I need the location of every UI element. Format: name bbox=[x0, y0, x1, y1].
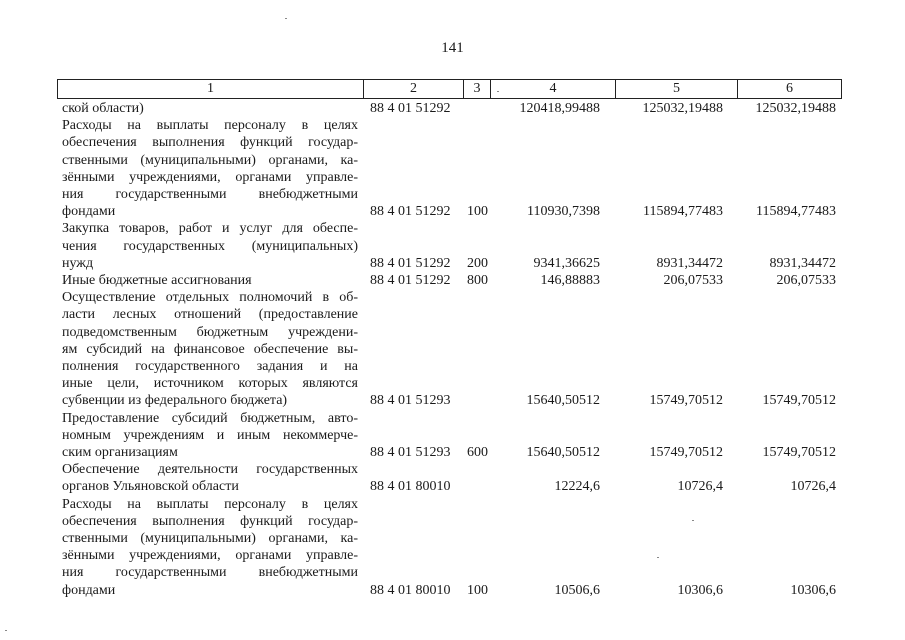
description-line: субвенции из федерального бюджета) bbox=[62, 393, 288, 409]
table-row bbox=[0, 461, 905, 495]
code-cell: 88 4 01 80010 bbox=[370, 582, 451, 598]
value-col-5: 15749,70512 bbox=[649, 393, 723, 409]
code-cell: 88 4 01 51293 bbox=[370, 444, 451, 460]
description-line: обеспечения выполнения функций государ- bbox=[62, 513, 358, 529]
code-cell: 88 4 01 51293 bbox=[370, 393, 451, 409]
description-line: номным учреждениям и иным некоммерче- bbox=[62, 427, 358, 443]
value-col-4: 10506,6 bbox=[554, 582, 600, 598]
row-description bbox=[62, 289, 358, 409]
header-col-4: 4 bbox=[491, 80, 616, 98]
description-line: зёнными учреждениями, органами управле- bbox=[62, 169, 358, 185]
row-description bbox=[62, 410, 358, 462]
table-row bbox=[0, 289, 905, 409]
row-description bbox=[62, 100, 358, 117]
value-col-6: 15749,70512 bbox=[762, 444, 836, 460]
value-col-6: 8931,34472 bbox=[769, 255, 836, 271]
code-cell: 88 4 01 51292 bbox=[370, 272, 451, 288]
description-line: ственными (муниципальными) органами, ка- bbox=[62, 530, 358, 546]
value-col-4: 9341,36625 bbox=[533, 255, 600, 271]
header-col-2: 2 bbox=[364, 80, 464, 98]
row-description bbox=[62, 496, 358, 599]
description-line: Иные бюджетные ассигнования bbox=[62, 272, 252, 288]
value-col-6: 115894,77483 bbox=[756, 204, 836, 220]
type-cell: 600 bbox=[467, 444, 488, 460]
table-row bbox=[0, 100, 905, 117]
description-line: фондами bbox=[62, 204, 116, 220]
type-cell: 800 bbox=[467, 272, 488, 288]
page-number: 141 bbox=[441, 40, 464, 56]
description-line: зёнными учреждениями, органами управле- bbox=[62, 548, 358, 564]
description-line: иные цели, источником которых являются bbox=[62, 376, 358, 392]
scan-speck bbox=[657, 557, 659, 558]
table-header bbox=[57, 79, 842, 99]
table-row bbox=[0, 496, 905, 599]
header-col-6: 6 bbox=[786, 81, 793, 96]
description-line: Обеспечение деятельности государственных bbox=[62, 462, 358, 478]
description-line: ласти лесных отношений (предоставление bbox=[62, 307, 358, 323]
value-col-4: 110930,7398 bbox=[527, 204, 600, 220]
description-line: органов Ульяновской области bbox=[62, 479, 239, 495]
description-line: обеспечения выполнения функций государ- bbox=[62, 135, 358, 151]
description-line: полнения государственного задания и на bbox=[62, 358, 358, 374]
description-line: чения государственных (муниципальных) bbox=[62, 238, 358, 254]
table-row bbox=[0, 410, 905, 462]
value-col-4: 15640,50512 bbox=[526, 444, 600, 460]
description-line: ственными (муниципальными) органами, ка- bbox=[62, 152, 358, 168]
description-line: ния государственными внебюджетными bbox=[62, 187, 358, 202]
value-col-5: 206,07533 bbox=[663, 272, 723, 288]
value-col-5: 15749,70512 bbox=[649, 444, 723, 460]
row-description bbox=[62, 272, 358, 289]
value-col-5: 10726,4 bbox=[677, 479, 723, 495]
value-col-4: 15640,50512 bbox=[526, 393, 600, 409]
value-col-4: 146,88883 bbox=[540, 272, 600, 288]
description-line: фондами bbox=[62, 582, 116, 598]
table-row bbox=[0, 117, 905, 220]
description-line: Осуществление отдельных полномочий в об- bbox=[62, 290, 358, 306]
type-cell: 200 bbox=[467, 255, 488, 271]
description-line: Предоставление субсидий бюджетным, авто- bbox=[62, 410, 358, 426]
description-line: ния государственными внебюджетными bbox=[62, 565, 358, 581]
description-line: ям субсидий на финансовое обеспечение вы- bbox=[62, 341, 358, 357]
value-col-5: 8931,34472 bbox=[656, 255, 723, 271]
row-description bbox=[62, 117, 358, 220]
value-col-5: 125032,19488 bbox=[642, 101, 723, 116]
header-col-3: 3 bbox=[464, 80, 491, 98]
description-line: подведомственным бюджетным учреждени- bbox=[62, 324, 358, 340]
description-line: Расходы на выплаты персоналу в целях bbox=[62, 118, 358, 134]
description-line: Расходы на выплаты персоналу в целях bbox=[62, 496, 358, 512]
scan-speck bbox=[692, 520, 694, 521]
value-col-6: 10726,4 bbox=[790, 479, 836, 495]
row-description bbox=[62, 461, 358, 495]
value-col-4: 120418,99488 bbox=[519, 101, 600, 116]
scan-speck bbox=[497, 91, 499, 92]
code-cell: 88 4 01 51292 bbox=[370, 101, 451, 116]
code-cell: 88 4 01 51292 bbox=[370, 255, 451, 271]
table-row bbox=[0, 272, 905, 289]
description-line: нужд bbox=[62, 255, 94, 271]
scan-speck bbox=[5, 630, 7, 631]
scan-speck bbox=[285, 18, 287, 19]
table-row bbox=[0, 220, 905, 272]
value-col-6: 15749,70512 bbox=[762, 393, 836, 409]
table-body bbox=[0, 100, 905, 599]
value-col-5: 115894,77483 bbox=[643, 204, 723, 220]
code-cell: 88 4 01 80010 bbox=[370, 479, 451, 495]
header-col-5: 5 bbox=[616, 80, 738, 98]
description-line: Закупка товаров, работ и услуг для обеспе- bbox=[62, 221, 358, 237]
description-line: ской области) bbox=[62, 101, 144, 116]
value-col-4: 12224,6 bbox=[554, 479, 600, 495]
type-cell: 100 bbox=[467, 204, 488, 220]
row-description bbox=[62, 220, 358, 272]
description-line: ским организациям bbox=[62, 444, 178, 460]
value-col-5: 10306,6 bbox=[677, 582, 723, 598]
value-col-6: 206,07533 bbox=[776, 272, 836, 288]
code-cell: 88 4 01 51292 bbox=[370, 204, 451, 220]
value-col-6: 125032,19488 bbox=[755, 101, 836, 116]
value-col-6: 10306,6 bbox=[790, 582, 836, 598]
header-col-1: 1 bbox=[58, 80, 364, 98]
type-cell: 100 bbox=[467, 582, 488, 598]
